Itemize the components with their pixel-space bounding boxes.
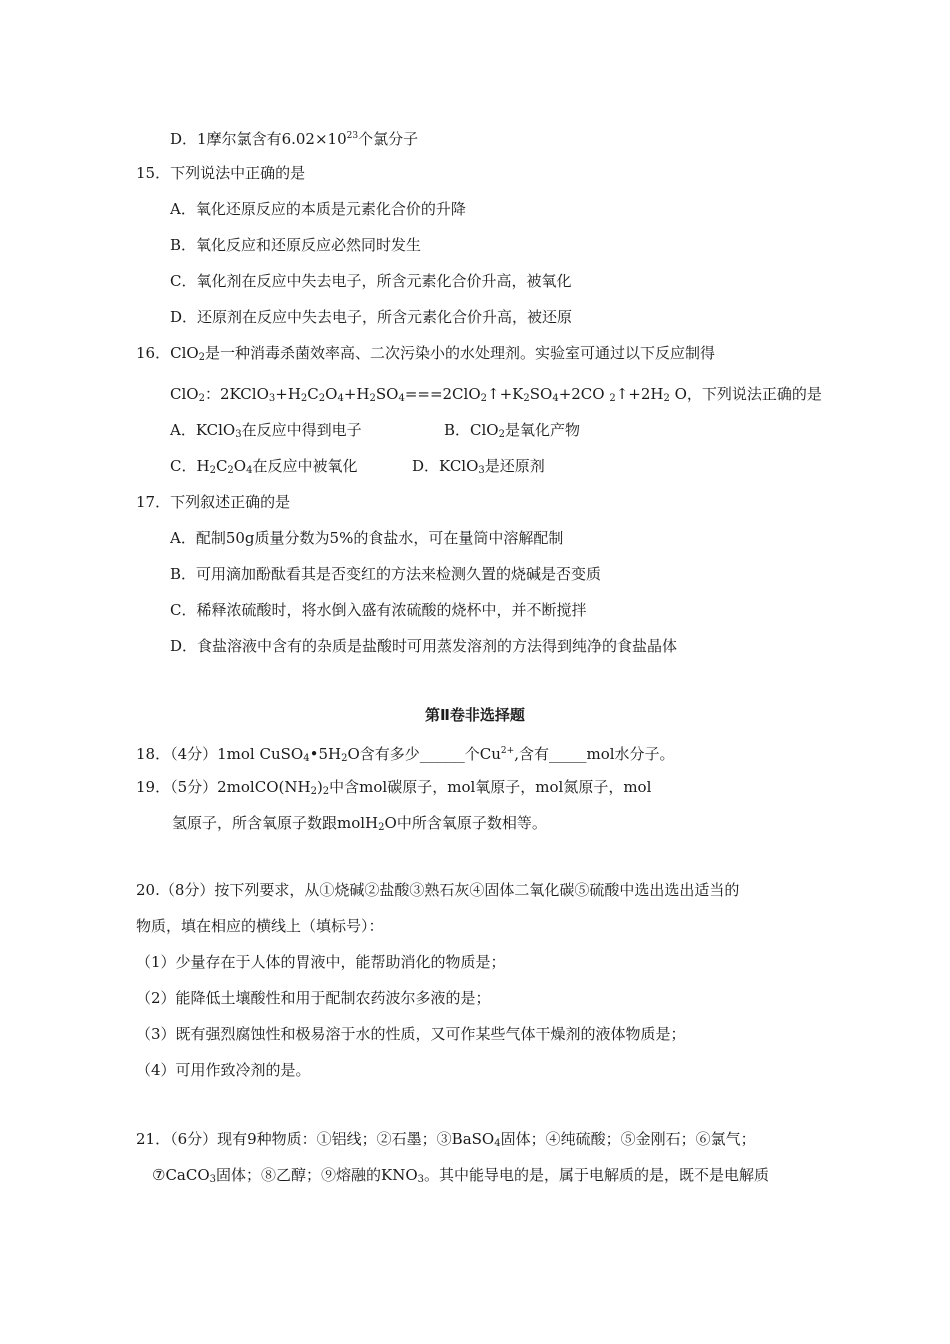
text: O bbox=[325, 385, 338, 403]
text: +2CO bbox=[558, 385, 610, 403]
q17-option-a: A．配制50g质量分数为5%的食盐水，可在量筒中溶解配制 bbox=[170, 529, 564, 547]
text: 个Cu bbox=[464, 745, 501, 763]
q15-option-c: C．氧化剂在反应中失去电子，所含元素化合价升高，被氧化 bbox=[170, 272, 572, 290]
subscript: 4 bbox=[494, 1138, 501, 1149]
text: B．ClO bbox=[444, 421, 499, 439]
q14-option-d bbox=[170, 126, 418, 149]
text: 个氯分子 bbox=[358, 130, 419, 148]
text: 中含mol碳原子，mol氧原子，mol氮原子，mol bbox=[329, 778, 652, 796]
subscript: 3 bbox=[268, 393, 276, 404]
q15-option-b: B．氧化反应和还原反应必然同时发生 bbox=[170, 236, 422, 254]
subscript: 3 bbox=[235, 429, 242, 440]
text: D．1摩尔氯含有6.02×10 bbox=[170, 130, 347, 148]
subscript: 2 bbox=[609, 393, 616, 404]
subscript: 2 bbox=[378, 822, 385, 833]
q17-stem: 17．下列叙述正确的是 bbox=[136, 493, 291, 511]
subscript: 2 bbox=[523, 393, 530, 404]
subscript: 3 bbox=[417, 1174, 425, 1185]
subscript: 2 bbox=[300, 393, 308, 404]
subscript: 2 bbox=[318, 393, 326, 404]
subscript: 2 bbox=[663, 393, 670, 404]
subscript: 4 bbox=[337, 393, 344, 404]
text: ：2KClO bbox=[204, 385, 269, 403]
section-heading: 第Ⅱ卷非选择题 bbox=[425, 706, 525, 724]
q20-item-2: （2）能降低土壤酸性和用于配制农药波尔多液的是； bbox=[136, 989, 491, 1007]
text: ===2ClO bbox=[404, 385, 481, 403]
text: +H bbox=[275, 385, 301, 403]
subscript: 3 bbox=[209, 1174, 217, 1185]
text: C．H bbox=[170, 457, 210, 475]
text: ↑+2H bbox=[615, 385, 664, 403]
text: A．KClO bbox=[170, 421, 236, 439]
text: 18．（4分）1mol CuSO bbox=[136, 745, 304, 763]
answer-blank: ______ bbox=[419, 745, 465, 763]
text: ) bbox=[316, 778, 323, 796]
subscript: 2 bbox=[341, 753, 348, 764]
text: mol水分子。 bbox=[586, 745, 675, 763]
text: 21．（6分）现有9种物质：①铝线；②石墨；③BaSO bbox=[136, 1130, 495, 1148]
text: ↑+K bbox=[487, 385, 524, 403]
subscript: 2 bbox=[209, 465, 216, 476]
q17-option-d: D．食盐溶液中含有的杂质是盐酸时可用蒸发溶剂的方法得到纯净的食盐晶体 bbox=[170, 637, 678, 655]
subscript: 4 bbox=[246, 465, 253, 476]
text: O中所含氧原子数相等。 bbox=[384, 814, 547, 832]
q21-line-2 bbox=[152, 1165, 769, 1190]
subscript: 2 bbox=[227, 465, 234, 476]
q16-option-d bbox=[412, 456, 545, 481]
text: O，下列说法正确的是 bbox=[669, 385, 822, 403]
text: ,含有 bbox=[514, 745, 549, 763]
q20-item-3: （3）既有强烈腐蚀性和极易溶于水的性质，又可作某些气体干燥剂的液体物质是； bbox=[136, 1025, 686, 1043]
q16-equation bbox=[170, 384, 822, 409]
subscript: 2 bbox=[498, 429, 505, 440]
text: 16．ClO bbox=[136, 344, 199, 362]
q17-option-c: C．稀释浓硫酸时，将水倒入盛有浓硫酸的烧杯中，并不断搅拌 bbox=[170, 601, 587, 619]
q21-line-1 bbox=[136, 1129, 756, 1154]
text: O含有多少 bbox=[347, 745, 420, 763]
q20-line-1: 20.（8分）按下列要求，从①烧碱②盐酸③熟石灰④固体二氧化碳⑤硫酸中选出选出适当的 bbox=[136, 881, 740, 899]
q15-stem: 15．下列说法中正确的是 bbox=[136, 164, 306, 182]
superscript: 2+ bbox=[500, 746, 515, 756]
text: ClO bbox=[170, 385, 199, 403]
text: O bbox=[233, 457, 247, 475]
text: 。其中能导电的是，属于电解质的是，既不是电解质 bbox=[424, 1166, 770, 1184]
subscript: 4 bbox=[552, 393, 559, 404]
q16-stem bbox=[136, 343, 715, 368]
q20-item-1: （1）少量存在于人体的胃液中，能帮助消化的物质是； bbox=[136, 953, 506, 971]
subscript: 2 bbox=[198, 393, 205, 404]
q16-option-b bbox=[444, 420, 580, 445]
answer-blank: _____ bbox=[548, 745, 587, 763]
text: D．KClO bbox=[412, 457, 479, 475]
text: 是还原剂 bbox=[484, 457, 545, 475]
subscript: 2 bbox=[322, 786, 330, 797]
text: 是一种消毒杀菌效率高、二次污染小的水处理剂。实验室可通过以下反应制得 bbox=[205, 344, 716, 362]
text: SO bbox=[375, 385, 399, 403]
q18-line bbox=[136, 741, 675, 769]
q16-option-c bbox=[170, 456, 358, 481]
subscript: 4 bbox=[303, 753, 310, 764]
text: ⑦CaCO bbox=[152, 1166, 210, 1184]
subscript: 2 bbox=[198, 352, 206, 363]
text: C bbox=[215, 457, 228, 475]
q17-option-b: B．可用滴加酚酞看其是否变红的方法来检测久置的烧碱是否变质 bbox=[170, 565, 602, 583]
subscript: 4 bbox=[398, 393, 405, 404]
q19-line-2 bbox=[172, 813, 547, 838]
q15-option-a: A．氧化还原反应的本质是元素化合价的升降 bbox=[170, 200, 466, 218]
superscript: 23 bbox=[346, 131, 359, 141]
subscript: 3 bbox=[478, 465, 485, 476]
subscript: 2 bbox=[480, 393, 488, 404]
q19-line-1 bbox=[136, 777, 651, 802]
text: 19．（5分）2molCO(NH bbox=[136, 778, 311, 796]
text: 是氧化产物 bbox=[504, 421, 580, 439]
subscript: 2 bbox=[369, 393, 376, 404]
text: 固体；④纯硫酸；⑤金刚石；⑥氯气； bbox=[500, 1130, 756, 1148]
text: 在反应中被氧化 bbox=[252, 457, 358, 475]
q15-option-d: D．还原剂在反应中失去电子，所含元素化合价升高，被还原 bbox=[170, 308, 573, 326]
text: 氢原子，所含氧原子数跟molH bbox=[172, 814, 379, 832]
text: SO bbox=[529, 385, 553, 403]
text: C bbox=[307, 385, 319, 403]
q20-item-4: （4）可用作致冷剂的是。 bbox=[136, 1061, 311, 1079]
text: 在反应中得到电子 bbox=[241, 421, 362, 439]
q16-option-a bbox=[170, 420, 362, 445]
text: +H bbox=[343, 385, 370, 403]
subscript: 2 bbox=[310, 786, 317, 797]
text: 固体；⑧乙醇；⑨熔融的KNO bbox=[216, 1166, 418, 1184]
text: •5H bbox=[309, 745, 342, 763]
q20-line-2: 物质，填在相应的横线上（填标号）： bbox=[136, 917, 384, 935]
